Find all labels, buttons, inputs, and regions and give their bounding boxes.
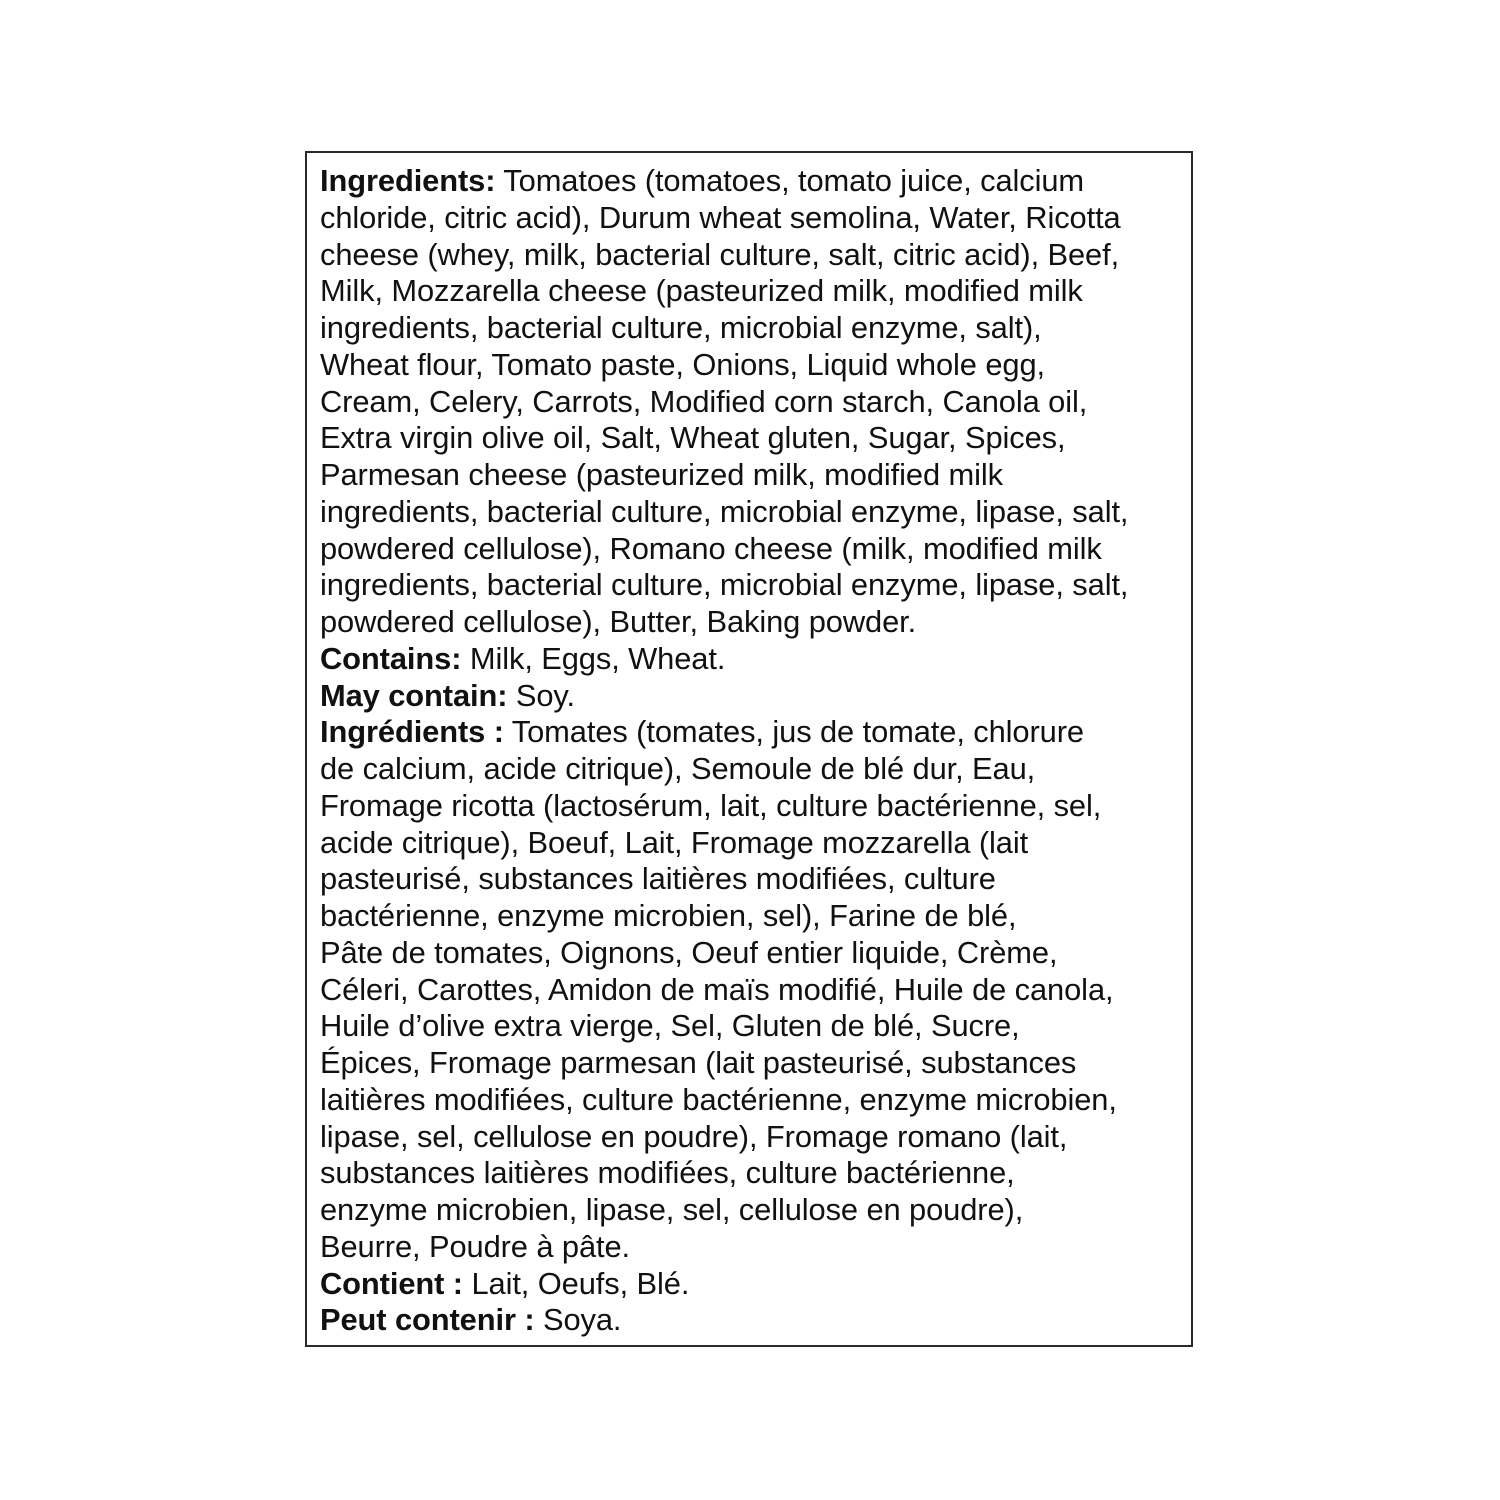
- label-line: [320, 531, 1186, 568]
- label-line: [320, 861, 1186, 898]
- label-line: [320, 237, 1186, 274]
- label-line: [320, 1045, 1186, 1082]
- label-line: [320, 310, 1186, 347]
- line-text: Milk, Eggs, Wheat.: [461, 640, 726, 676]
- label-line: [320, 898, 1186, 935]
- label-line: [320, 714, 1186, 751]
- label-line: [320, 825, 1186, 862]
- section-heading: Peut contenir :: [320, 1302, 535, 1338]
- line-text: Fromage ricotta (lactosérum, lait, culture bactérienne, sel,: [320, 787, 1102, 823]
- label-line: [320, 273, 1186, 310]
- section-heading: Contains:: [320, 640, 462, 676]
- line-text: laitières modifiées, culture bactérienne, enzyme microbien,: [320, 1081, 1117, 1117]
- label-line: [320, 1229, 1186, 1266]
- label-line: [320, 420, 1186, 457]
- label-line: [320, 678, 1186, 715]
- section-heading: Ingrédients :: [320, 714, 504, 750]
- label-line: [320, 1266, 1186, 1303]
- line-text: Soya.: [534, 1302, 622, 1338]
- label-line: [320, 200, 1186, 237]
- line-text: pasteurisé, substances laitières modifiées, culture: [320, 861, 996, 897]
- line-text: substances laitières modifiées, culture bactérienne,: [320, 1155, 1015, 1191]
- line-text: cheese (whey, milk, bacterial culture, salt, citric acid), Beef,: [320, 236, 1120, 272]
- line-text: ingredients, bacterial culture, microbial enzyme, salt),: [320, 310, 1042, 345]
- line-text: Parmesan cheese (pasteurized milk, modified milk: [320, 457, 1003, 492]
- line-text: Beurre, Poudre à pâte.: [320, 1228, 631, 1264]
- line-text: powdered cellulose), Butter, Baking powder.: [320, 604, 917, 639]
- label-line: [320, 641, 1186, 678]
- line-text: ingredients, bacterial culture, microbial enzyme, lipase, salt,: [320, 567, 1129, 603]
- line-text: Tomatoes (tomatoes, tomato juice, calcium: [495, 163, 1085, 198]
- line-text: bactérienne, enzyme microbien, sel), Farine de blé,: [320, 898, 1017, 933]
- line-text: ingredients, bacterial culture, microbial enzyme, lipase, salt,: [320, 493, 1129, 529]
- label-line: [320, 1082, 1186, 1119]
- label-line: [320, 1119, 1186, 1156]
- section-heading: May contain:: [320, 677, 508, 713]
- label-line: [320, 384, 1186, 421]
- label-line: [320, 1155, 1186, 1192]
- line-text: Extra virgin olive oil, Salt, Wheat gluten, Sugar, Spices,: [320, 420, 1066, 456]
- line-text: Tomates (tomates, jus de tomate, chlorure: [503, 714, 1084, 750]
- label-line: [320, 163, 1186, 200]
- label-line: [320, 1192, 1186, 1229]
- line-text: Pâte de tomates, Oignons, Oeuf entier liquide, Crème,: [320, 934, 1058, 970]
- line-text: lipase, sel, cellulose en poudre), Fromage romano (lait,: [320, 1118, 1068, 1154]
- section-heading: Contient :: [320, 1265, 463, 1301]
- label-line: [320, 1302, 1186, 1339]
- ingredient-text: [320, 163, 1190, 1339]
- line-text: Cream, Celery, Carrots, Modified corn starch, Canola oil,: [320, 383, 1088, 419]
- line-text: powdered cellulose), Romano cheese (milk, modified milk: [320, 530, 1102, 566]
- line-text: enzyme microbien, lipase, sel, cellulose en poudre),: [320, 1192, 1024, 1227]
- label-line: [320, 347, 1186, 384]
- line-text: Céleri, Carottes, Amidon de maïs modifié, Huile de canola,: [320, 971, 1114, 1007]
- ingredient-label-box: [305, 151, 1193, 1347]
- section-heading: Ingredients:: [320, 163, 496, 198]
- line-text: de calcium, acide citrique), Semoule de blé dur, Eau,: [320, 751, 1036, 786]
- line-text: Lait, Oeufs, Blé.: [462, 1265, 690, 1301]
- label-line: [320, 788, 1186, 825]
- line-text: Wheat flour, Tomato paste, Onions, Liquid whole egg,: [320, 346, 1045, 382]
- line-text: Huile d’olive extra vierge, Sel, Gluten de blé, Sucre,: [320, 1008, 1020, 1044]
- line-text: chloride, citric acid), Durum wheat semolina, Water, Ricotta: [320, 199, 1121, 235]
- label-line: [320, 604, 1186, 641]
- label-line: [320, 1008, 1186, 1045]
- label-line: [320, 494, 1186, 531]
- line-text: acide citrique), Boeuf, Lait, Fromage mozzarella (lait: [320, 824, 1029, 860]
- label-line: [320, 935, 1186, 972]
- line-text: Milk, Mozzarella cheese (pasteurized milk, modified milk: [320, 273, 1083, 309]
- line-text: Soy.: [507, 677, 575, 713]
- label-line: [320, 751, 1186, 788]
- line-text: Épices, Fromage parmesan (lait pasteurisé, substances: [320, 1045, 1077, 1080]
- label-line: [320, 457, 1186, 494]
- label-line: [320, 972, 1186, 1009]
- label-line: [320, 567, 1186, 604]
